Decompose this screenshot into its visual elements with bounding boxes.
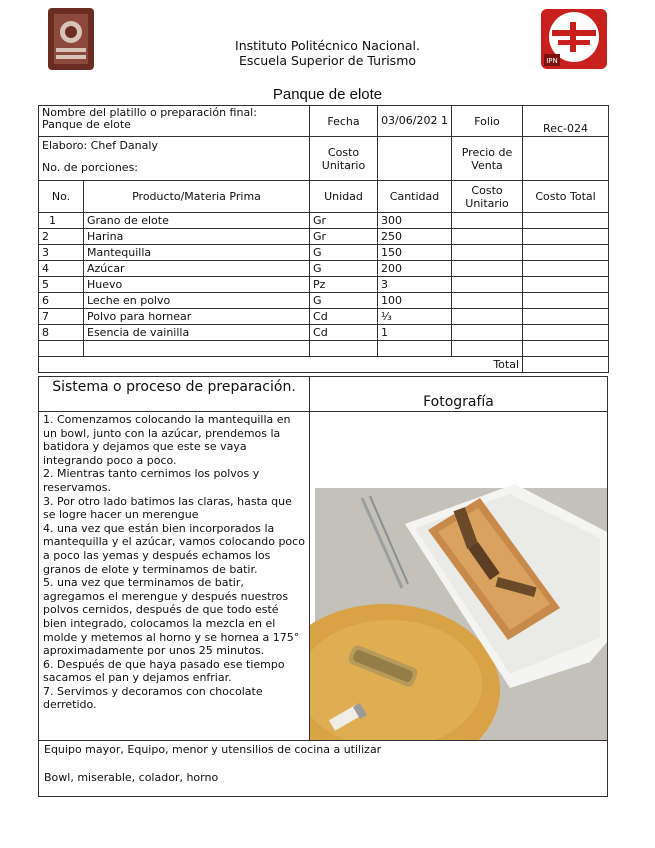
costo-unitario-value xyxy=(378,137,452,181)
row-costo-total xyxy=(523,325,609,341)
row-producto: Harina xyxy=(84,229,310,245)
row-cantidad: 250 xyxy=(378,229,452,245)
folio-label: Folio xyxy=(452,106,523,137)
precio-venta-value xyxy=(523,137,609,181)
table-row xyxy=(39,325,609,341)
row-no: 1 xyxy=(39,213,84,229)
row-producto: Huevo xyxy=(84,277,310,293)
row-no: 6 xyxy=(39,293,84,309)
row-producto: Grano de elote xyxy=(84,213,310,229)
row-unidad: G xyxy=(310,293,378,309)
row-costo-unitario xyxy=(452,261,523,277)
header-unidad: Unidad xyxy=(310,181,378,213)
row-no: 5 xyxy=(39,277,84,293)
process-step: 3. Por otro lado batimos las claras, hasta que se logre hacer un merengue xyxy=(43,494,292,522)
folio-value: Rec-024 xyxy=(523,106,609,137)
row-unidad: Cd xyxy=(310,309,378,325)
row-unidad: Pz xyxy=(310,277,378,293)
process-steps xyxy=(38,411,310,741)
row-no: 8 xyxy=(39,325,84,341)
row-cantidad: 150 xyxy=(378,245,452,261)
table-row xyxy=(39,293,609,309)
svg-text:IPN: IPN xyxy=(546,57,558,65)
row-cantidad: 300 xyxy=(378,213,452,229)
row-producto: Leche en polvo xyxy=(84,293,310,309)
row-unidad: Gr xyxy=(310,213,378,229)
dish-name-label: Nombre del platillo o preparación final: xyxy=(42,106,257,119)
row-cantidad: 200 xyxy=(378,261,452,277)
row-costo-unitario xyxy=(452,245,523,261)
row-no: 3 xyxy=(39,245,84,261)
photo-heading-text: Fotografía xyxy=(423,394,494,410)
table-row xyxy=(39,261,609,277)
row-no: 4 xyxy=(39,261,84,277)
equipment-value: Bowl, miserable, colador, horno xyxy=(44,771,219,784)
recipe-title: Panque de elote xyxy=(272,86,383,103)
costo-unitario-label: Costo Unitario xyxy=(310,137,378,181)
row-producto: Mantequilla xyxy=(84,245,310,261)
porciones-cell: No. de porciones: xyxy=(39,155,310,181)
row-costo-unitario xyxy=(452,325,523,341)
header-costo-total: Costo Total xyxy=(523,181,609,213)
row-unidad: G xyxy=(310,261,378,277)
row-costo-total xyxy=(523,293,609,309)
equipment-section xyxy=(38,740,608,797)
photo-heading xyxy=(309,376,608,412)
table-row xyxy=(39,245,609,261)
fecha-value: 03/06/202 1 xyxy=(378,106,452,137)
header-cantidad: Cantidad xyxy=(378,181,452,213)
precio-venta-label: Precio de Venta xyxy=(452,137,523,181)
row-costo-unitario xyxy=(452,213,523,229)
table-row xyxy=(39,277,609,293)
elaboro-cell: Elaboro: Chef Danaly xyxy=(39,137,310,155)
header-no: No. xyxy=(39,181,84,213)
row-costo-total xyxy=(523,261,609,277)
document-header xyxy=(0,38,655,68)
equipment-label: Equipo mayor, Equipo, menor y utensilios de cocina a utilizar xyxy=(44,743,382,756)
header-costo-unitario: Costo Unitario xyxy=(452,181,523,213)
row-costo-total xyxy=(523,309,609,325)
process-step: 2. Mientras tanto cernimos los polvos y reservamos. xyxy=(43,467,260,494)
row-producto: Esencia de vainilla xyxy=(84,325,310,341)
process-heading: Sistema o proceso de preparación. xyxy=(38,376,310,412)
table-row xyxy=(39,309,609,325)
process-step: 5. una vez que terminamos de batir, agregamos el merengue y después nuestros polvos cernidos, después de que todo esté bien integrado, colocamos la mezcla en el molde y metemos al horno y se hornea a 175° aproximadamente por unos 25 minutos. xyxy=(43,576,300,658)
row-costo-unitario xyxy=(452,309,523,325)
row-costo-unitario xyxy=(452,229,523,245)
institution-name: Instituto Politécnico Nacional. xyxy=(235,38,420,53)
table-row-empty xyxy=(39,341,609,357)
fecha-label: Fecha xyxy=(310,106,378,137)
process-step: 4. una vez que están bien incorporados la mantequilla y el azúcar, vamos colocando poco a poco las yemas y después echamos los granos de elote y terminamos de batir. xyxy=(43,521,305,576)
row-cantidad: 3 xyxy=(378,277,452,293)
row-costo-total xyxy=(523,277,609,293)
school-name: Escuela Superior de Turismo xyxy=(238,53,417,68)
row-costo-total xyxy=(523,229,609,245)
row-no: 2 xyxy=(39,229,84,245)
table-row xyxy=(39,213,609,229)
process-step: 1. Comenzamos colocando la mantequilla en un bowl, junto con la azúcar, prendemos la batidora y dejamos que este se vaya integrando poco a poco. xyxy=(43,413,291,467)
row-costo-unitario xyxy=(452,293,523,309)
total-value xyxy=(523,357,609,373)
total-label: Total xyxy=(39,357,523,373)
row-cantidad: ⅓ xyxy=(378,309,452,325)
table-row xyxy=(39,229,609,245)
process-step: 7. Servimos y decoramos con chocolate derretido. xyxy=(43,684,263,712)
row-no: 7 xyxy=(39,309,84,325)
row-costo-unitario xyxy=(452,277,523,293)
row-cantidad: 100 xyxy=(378,293,452,309)
row-producto: Azúcar xyxy=(84,261,310,277)
recipe-table xyxy=(38,105,609,373)
photo-area xyxy=(309,411,608,741)
row-unidad: Gr xyxy=(310,229,378,245)
row-costo-total xyxy=(523,213,609,229)
row-costo-total xyxy=(523,245,609,261)
row-cantidad: 1 xyxy=(378,325,452,341)
header-producto: Producto/Materia Prima xyxy=(84,181,310,213)
total-row xyxy=(39,357,609,373)
row-unidad: G xyxy=(310,245,378,261)
dish-name-cell xyxy=(39,106,310,137)
row-unidad: Cd xyxy=(310,325,378,341)
cake-photo xyxy=(310,412,607,740)
process-step: 6. Después de que haya pasado ese tiempo sacamos el pan y dejamos enfriar. xyxy=(43,657,285,685)
dish-name-value: Panque de elote xyxy=(42,118,131,131)
row-producto: Polvo para hornear xyxy=(84,309,310,325)
